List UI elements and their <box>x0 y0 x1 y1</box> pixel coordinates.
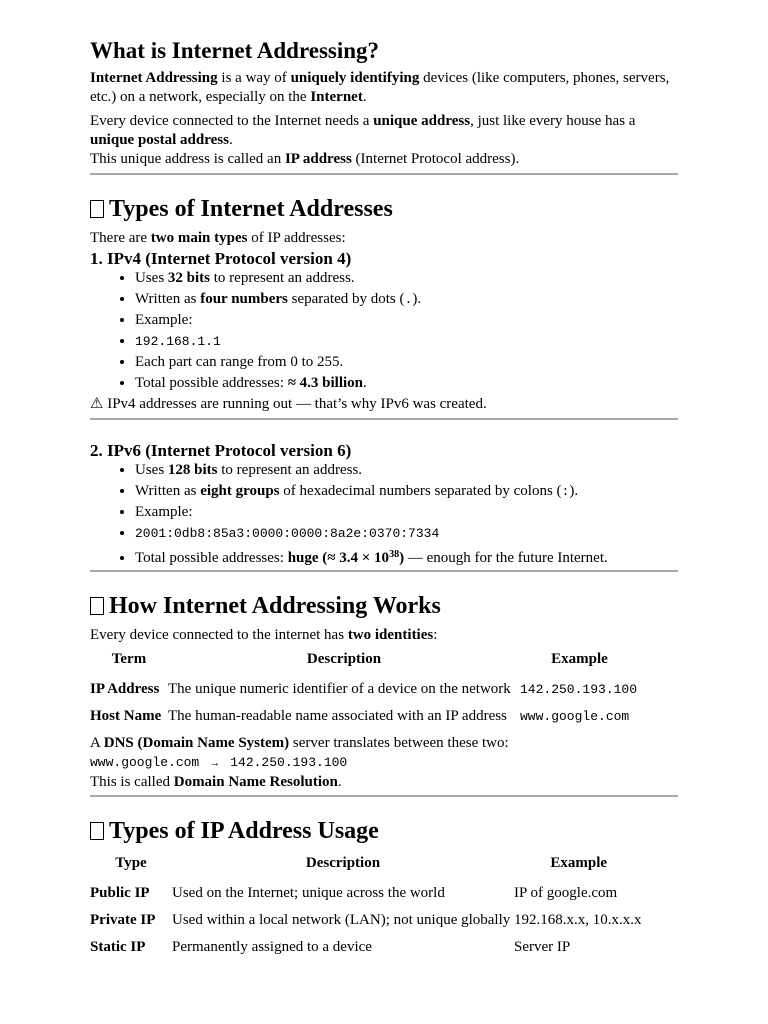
table-cell: IP Address <box>90 681 160 697</box>
table-cell: 192.168.x.x, 10.x.x.x <box>514 912 642 928</box>
table-header: Example <box>550 855 608 871</box>
table-header-row <box>90 647 639 678</box>
table-cell: IP of google.com <box>514 885 618 901</box>
usage-table <box>90 851 644 963</box>
list-item: • Example: <box>135 503 678 522</box>
identities-intro: Every device connected to the internet has two identities: <box>90 627 438 643</box>
section-title-what-is: What is Internet Addressing? <box>90 38 380 63</box>
list-item: • Written as eight groups of hexadecimal numbers separated by colons (:). <box>135 482 678 501</box>
arrow-right-icon: → <box>209 757 221 769</box>
paragraph-ip-address: This unique address is called an IP address (Internet Protocol address). <box>90 151 520 167</box>
table-cell: The human-readable name associated with an IP address <box>168 708 507 724</box>
table-row <box>90 909 644 936</box>
table-cell: Static IP <box>90 939 146 955</box>
divider <box>90 173 678 175</box>
table-row <box>90 678 639 705</box>
table-row <box>90 882 644 909</box>
table-row <box>90 936 644 963</box>
table-header: Description <box>306 651 382 667</box>
table-header-row <box>90 851 644 882</box>
list-item: • Uses 32 bits to represent an address. <box>135 269 678 288</box>
table-cell: Public IP <box>90 885 150 901</box>
paragraph-unique-address: Every device connected to the Internet needs a unique address, just like every house has a unique postal address. <box>90 113 636 148</box>
table-header: Term <box>111 651 147 667</box>
ipv6-heading: 2. IPv6 (Internet Protocol version 6) <box>90 441 352 460</box>
table-cell: Server IP <box>514 939 571 955</box>
table-cell: www.google.com <box>520 709 630 724</box>
list-item: • Uses 128 bits to represent an address. <box>135 461 678 480</box>
table-row <box>90 705 639 732</box>
section-title-usage: Types of IP Address Usage <box>90 817 678 846</box>
list-item: • 2001:0db8:85a3:0000:0000:8a2e:0370:7334 <box>135 524 678 543</box>
identities-table <box>90 647 639 732</box>
document-page <box>90 0 678 963</box>
section-title-how-works: How Internet Addressing Works <box>90 592 678 621</box>
list-item: • Example: <box>135 311 678 330</box>
list-item: • Written as four numbers separated by dots (.). <box>135 290 678 309</box>
ipv4-list <box>90 269 678 393</box>
missing-glyph-icon <box>90 597 104 615</box>
table-cell: Used on the Internet; unique across the world <box>172 885 445 901</box>
table-cell: 142.250.193.100 <box>520 682 638 697</box>
types-intro: There are two main types of IP addresses: <box>90 230 346 246</box>
table-cell: Private IP <box>90 912 156 928</box>
dns-resolution: This is called Domain Name Resolution. <box>90 774 342 790</box>
ipv4-heading: 1. IPv4 (Internet Protocol version 4) <box>90 249 352 268</box>
missing-glyph-icon <box>90 822 104 840</box>
ipv4-warning: ⚠ IPv4 addresses are running out — that’s why IPv6 was created. <box>90 396 487 412</box>
ipv6-list <box>90 461 678 568</box>
divider <box>90 570 678 572</box>
table-cell: Permanently assigned to a device <box>172 939 372 955</box>
divider <box>90 795 678 797</box>
table-header: Example <box>551 651 608 667</box>
table-cell: Host Name <box>90 708 162 724</box>
list-item: • Total possible addresses: ≈ 4.3 billion. <box>135 374 678 393</box>
paragraph-definition: Internet Addressing is a way of uniquely identifying devices (like computers, phones, servers, etc.) on a network, especially on the Internet. <box>90 70 670 105</box>
section-title-types: Types of Internet Addresses <box>90 195 678 224</box>
table-header: Description <box>305 855 381 871</box>
dns-example: www.google.com → 142.250.193.100 <box>90 755 348 770</box>
list-item: • Each part can range from 0 to 255. <box>135 353 678 372</box>
missing-glyph-icon <box>90 200 104 218</box>
table-header: Type <box>115 855 147 871</box>
list-item: • 192.168.1.1 <box>135 332 678 351</box>
dns-paragraph: A DNS (Domain Name System) server translates between these two: <box>90 735 509 751</box>
table-cell: Used within a local network (LAN); not unique globally <box>172 912 511 928</box>
list-item: • Total possible addresses: huge (≈ $3.4 \times 10^{38}$) — enough for the future Internet. <box>135 545 678 568</box>
divider <box>90 418 678 420</box>
table-cell: The unique numeric identifier of a device on the network <box>168 681 511 697</box>
